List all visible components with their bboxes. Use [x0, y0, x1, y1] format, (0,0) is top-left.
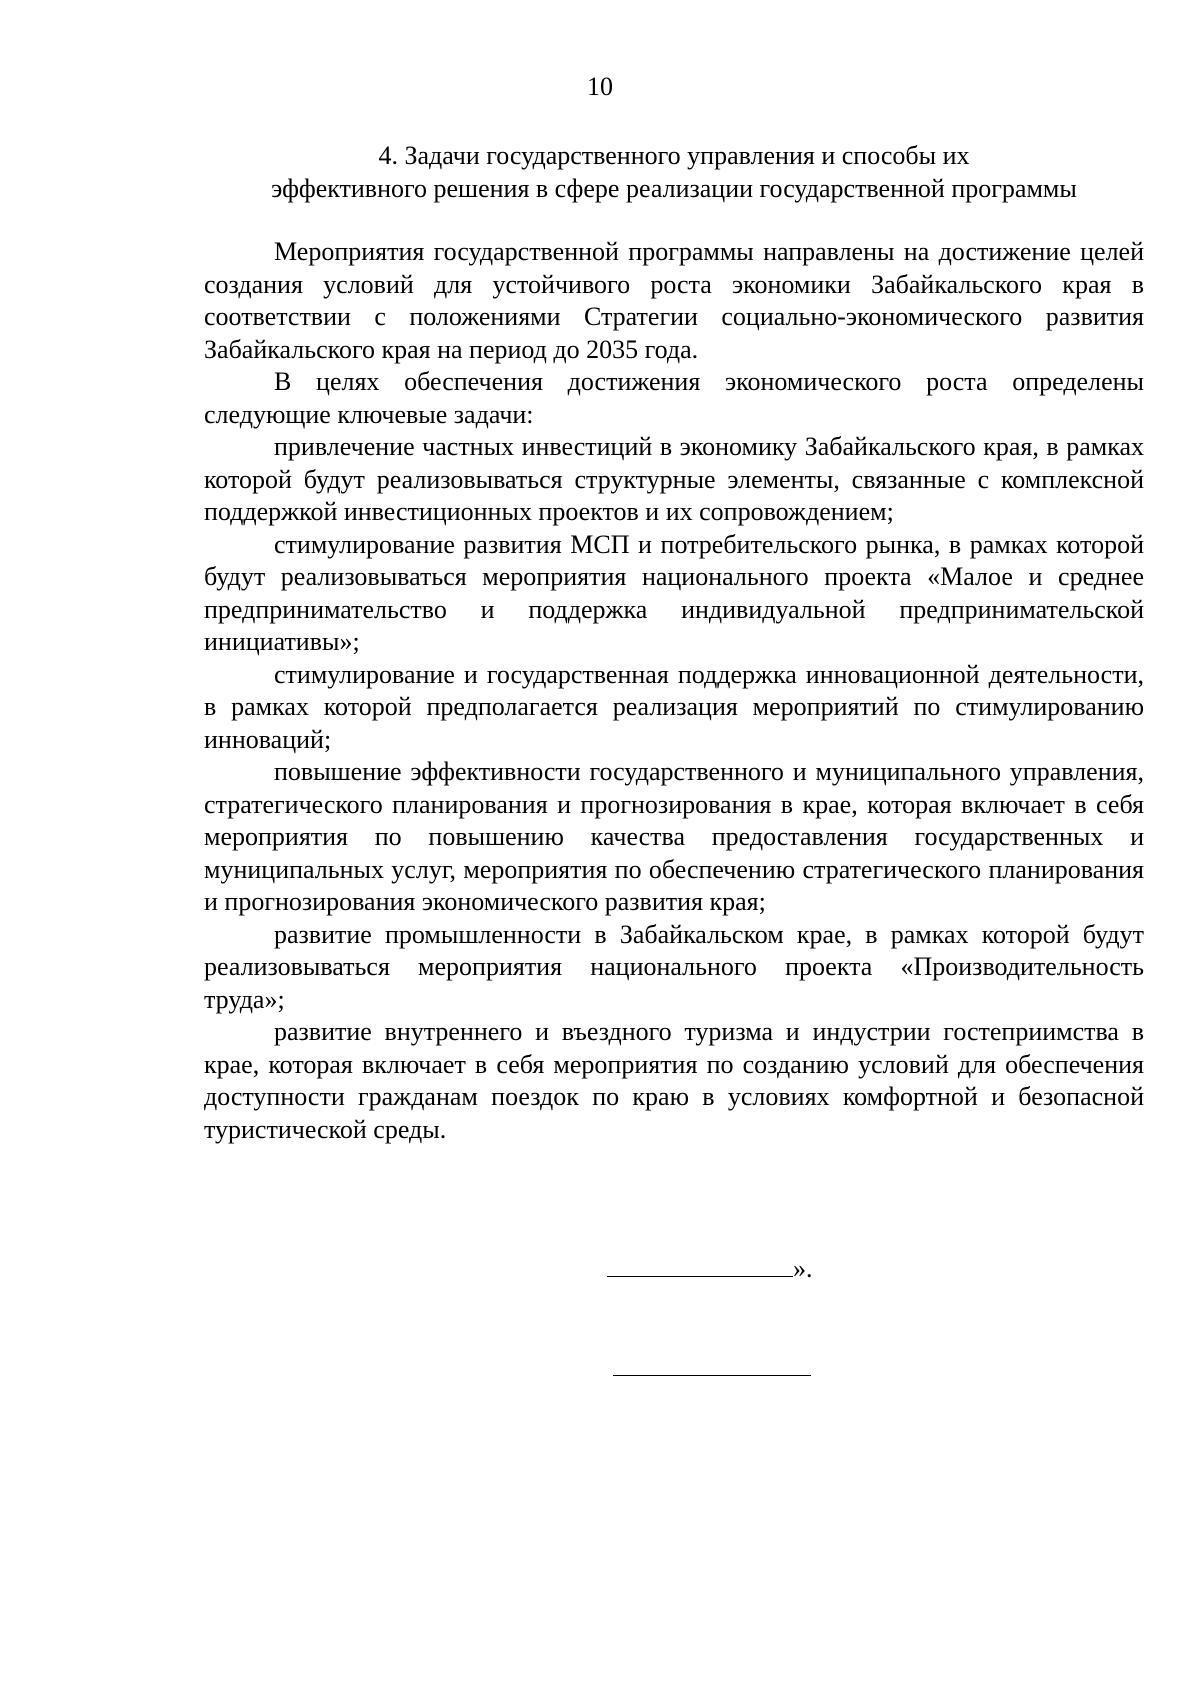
section-heading-line-1: 4. Задачи государственного управления и способы их [378, 141, 970, 170]
end-of-document-rule [613, 1375, 811, 1376]
page-number: 10 [587, 72, 613, 101]
paragraph-task-industry: развитие промышленности в Забайкальском крае, в рамках которой будут реализовываться мероприятия национального проекта «Производительность труда»; [204, 919, 1144, 1014]
closing-line [607, 1250, 813, 1284]
paragraph-task-investments: привлечение частных инвестиций в экономику Забайкальского края, в рамках которой будут реализовываться структурные элементы, связанные с комплексной поддержкой инвестиционных проектов и их сопровождением; [204, 432, 1144, 526]
paragraph-task-sme: стимулирование развития МСП и потребительского рынка, в рамках которой будут реализовываться мероприятия национального проекта «Малое и среднее предпринимательство и поддержка индивидуальной предпринимательской инициативы»; [204, 529, 1144, 656]
closing-quote-mark: ». [793, 1254, 813, 1283]
paragraph-tasks-lead: В целях обеспечения достижения экономического роста определены следующие ключевые задачи: [204, 367, 1144, 429]
paragraph-task-innovation: стимулирование и государственная поддержка инновационной деятельности, в рамках которой предполагается реализация мероприятий по стимулированию инноваций; [204, 659, 1144, 754]
body-text [204, 236, 1144, 1146]
paragraph-task-governance: повышение эффективности государственного и муниципального управления, стратегического планирования и прогнозирования в крае, которая включает в себя мероприятия по повышению качества предоставления государственных и муниципальных услуг, мероприятия по обеспечению стратегического планирования и прогнозирования экономического развития края; [204, 757, 1144, 916]
closing-underline [607, 1250, 793, 1277]
paragraph-task-tourism: развитие внутреннего и въездного туризма и индустрии гостеприимства в крае, которая включает в себя мероприятия по созданию условий для обеспечения доступности гражданам поездок по краю в условиях комфортной и безопасной туристической среды. [204, 1017, 1144, 1144]
paragraph-intro: Мероприятия государственной программы направлены на достижение целей создания условий для устойчивого роста экономики Забайкальского края в соответствии с положениями Стратегии социально-экономического развития Забайкальского края на период до 2035 года. [204, 237, 1144, 364]
section-heading-line-2: эффективного решения в сфере реализации государственной программы [271, 173, 1077, 203]
section-heading [204, 140, 1144, 205]
